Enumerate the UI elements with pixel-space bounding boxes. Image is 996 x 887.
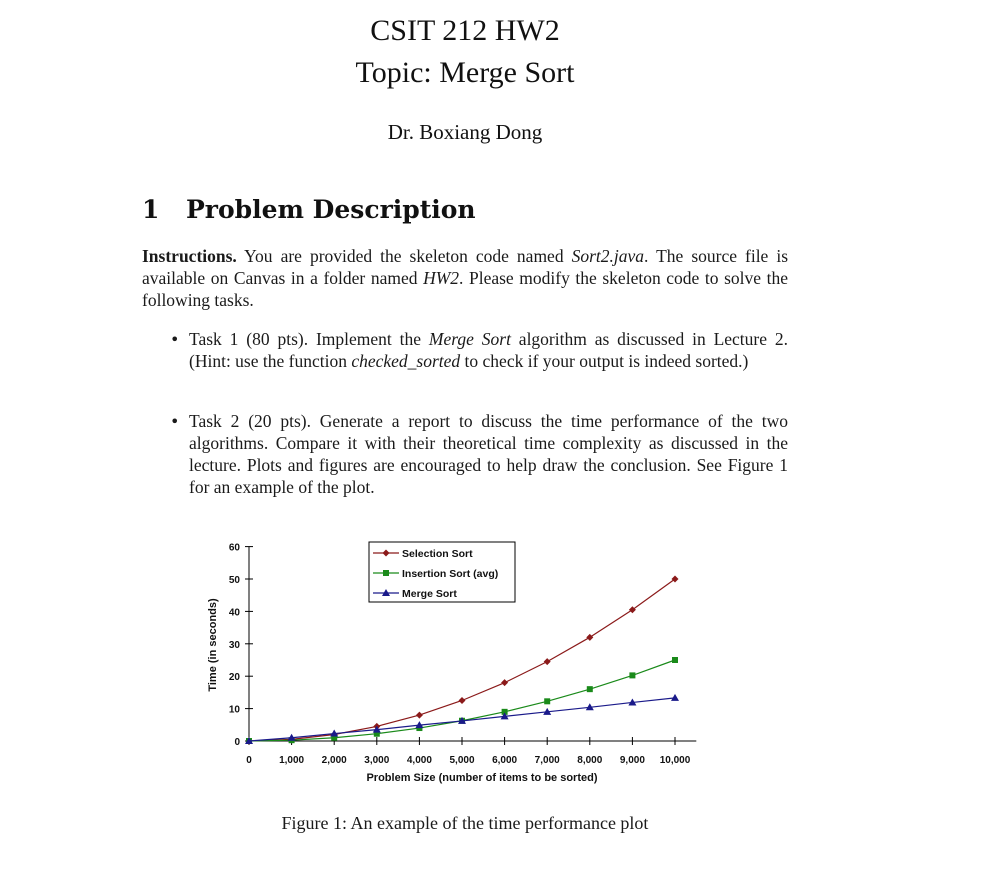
task-1-text-2: algorithm as discussed in Lecture 2. (Hint: use the function — [189, 329, 788, 371]
y-tick-label: 50 — [228, 575, 240, 586]
legend-marker-insertion-sort-avg — [383, 570, 389, 576]
task-1-text-3: to check if your output is indeed sorted.) — [460, 351, 749, 371]
section-number: 1 — [142, 195, 160, 224]
y-tick-label: 60 — [228, 542, 240, 554]
x-tick-label: 9,000 — [619, 755, 645, 766]
selection-sort-point — [416, 712, 423, 719]
instructions-text-2: . The source file is available on Canvas in a folder named — [142, 246, 789, 288]
instructions-label: Instructions. — [142, 246, 237, 266]
x-tick-label: 7,000 — [534, 755, 560, 766]
y-tick-label: 20 — [228, 672, 240, 684]
instructions-text-1: You are provided the skeleton code named — [236, 246, 572, 266]
y-tick-label: 40 — [228, 607, 240, 619]
y-tick-label: 30 — [228, 639, 240, 651]
y-axis-label: Time (in seconds) — [207, 598, 219, 692]
x-tick-label: 3,000 — [364, 755, 390, 766]
skeleton-file-name: Sort2.java — [571, 246, 645, 266]
insertion-sort-avg-point — [587, 686, 593, 692]
insertion-sort-avg-point — [672, 657, 678, 663]
selection-sort-point — [544, 658, 551, 665]
instructions-text-3: . Please modify the skeleton code to solve the following tasks. — [142, 268, 788, 310]
folder-name: HW2 — [423, 268, 460, 288]
section-title: Problem Description — [186, 195, 476, 224]
x-axis-label: Problem Size (number of items to be sorted) — [366, 772, 598, 784]
legend-label-selection-sort: Selection Sort — [402, 548, 473, 560]
title-line-1: CSIT 212 HW2 — [370, 14, 560, 47]
task-1-function: checked_sorted — [351, 351, 461, 371]
insertion-sort-avg-point — [544, 698, 550, 704]
legend-label-merge-sort: Merge Sort — [402, 588, 457, 600]
bullet-2: • — [170, 412, 180, 431]
insertion-sort-avg-point — [629, 672, 635, 678]
x-tick-label: 4,000 — [406, 755, 432, 766]
author: Dr. Boxiang Dong — [387, 120, 543, 144]
task-2: Task 2 (20 pts). Generate a report to discuss the time performance of the two algorithms. Compare it with their theoretical time complexity as discussed in the lecture. Plots and figures are encouraged to help draw the conclusion. See Figure 1 for an example of the plot. — [189, 411, 788, 497]
x-tick-label: 5,000 — [449, 755, 475, 766]
x-tick-label: 2,000 — [321, 755, 347, 766]
bullet-1: • — [170, 330, 180, 349]
y-tick-label: 0 — [234, 737, 240, 748]
x-tick-label: 8,000 — [577, 755, 603, 766]
x-tick-label: 6,000 — [492, 755, 518, 766]
task-1-algorithm: Merge Sort — [428, 329, 511, 349]
task-1-text-1: Task 1 (80 pts). Implement the — [189, 329, 429, 349]
x-tick-label: 10,000 — [659, 755, 691, 766]
y-tick-label: 10 — [228, 704, 240, 716]
title-line-2: Topic: Merge Sort — [355, 56, 575, 89]
x-tick-label: 1,000 — [279, 755, 305, 766]
x-tick-label: 0 — [246, 755, 252, 766]
merge-sort-point — [671, 694, 679, 701]
chart-legend — [369, 542, 515, 602]
selection-sort-point — [501, 679, 508, 686]
figure-caption: Figure 1: An example of the time performance plot — [281, 813, 649, 833]
legend-label-insertion-sort-avg: Insertion Sort (avg) — [402, 568, 499, 580]
selection-sort-point — [459, 697, 466, 704]
selection-sort-line — [249, 579, 675, 741]
selection-sort-point — [586, 634, 593, 641]
